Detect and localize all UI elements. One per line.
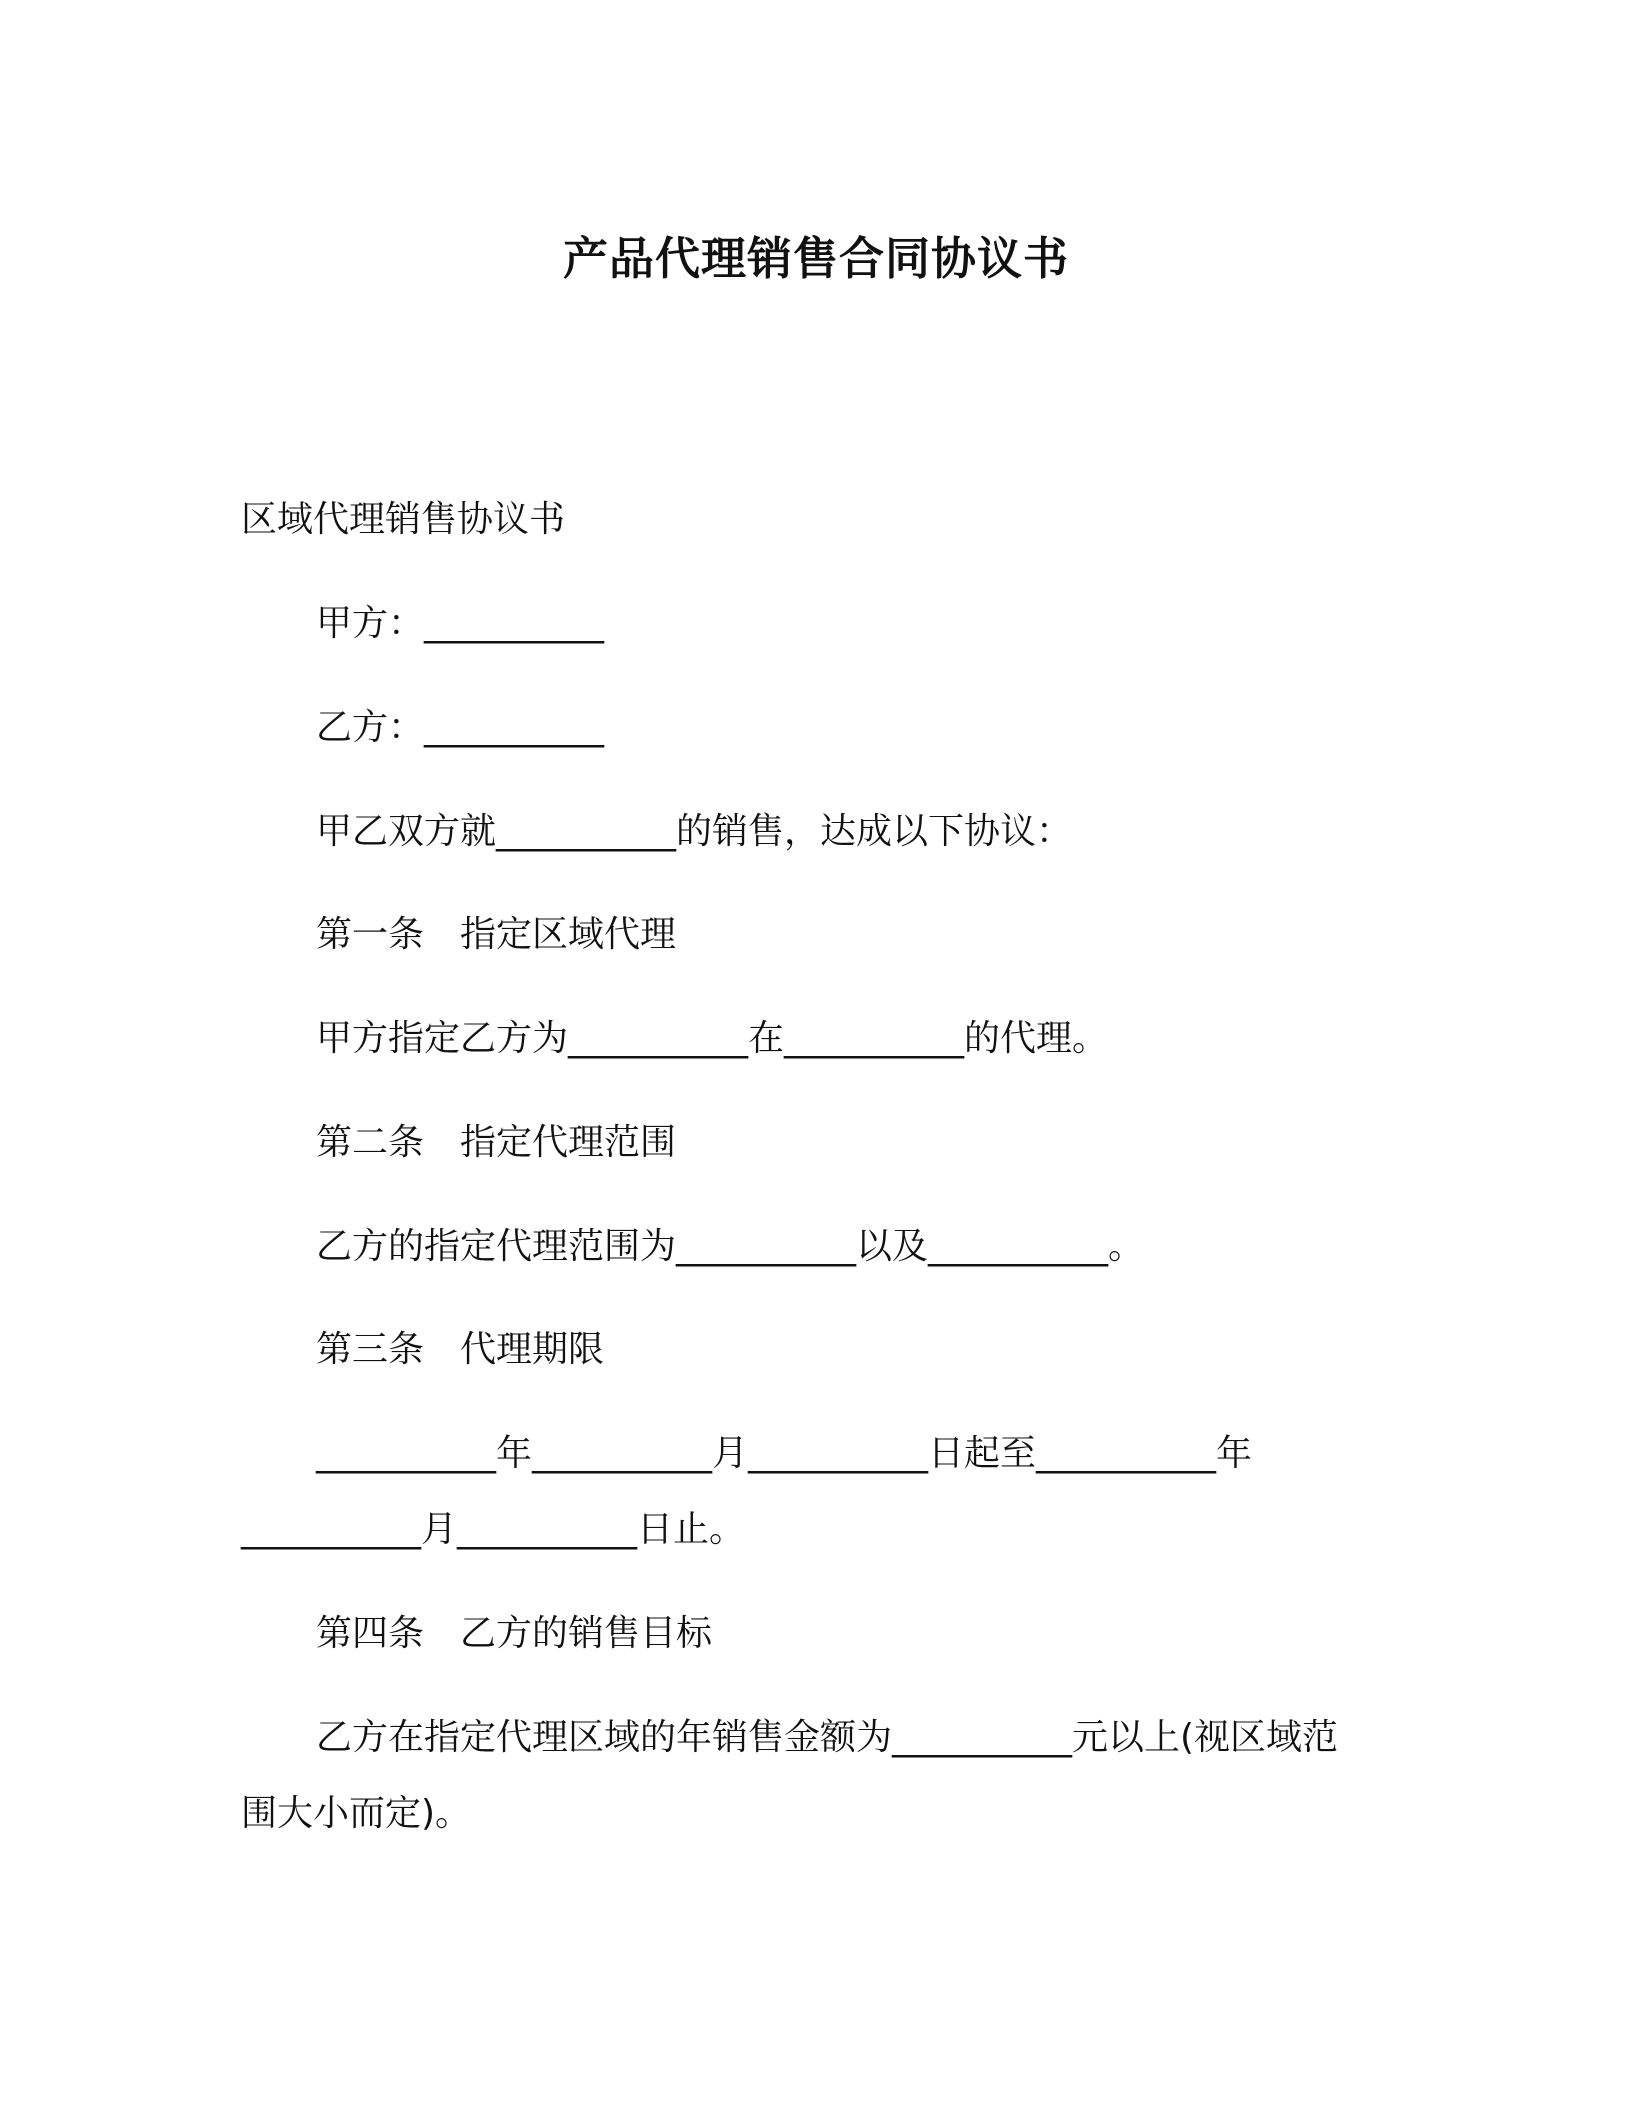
article-4-title: 乙方的销售目标 xyxy=(460,1613,713,1654)
party-a-line: 甲方：__________ xyxy=(316,603,605,644)
article-3-number: 第三条 xyxy=(316,1329,425,1370)
article-4-heading xyxy=(316,1612,712,1656)
article-2-body: 乙方的指定代理范围为__________以及__________。 xyxy=(316,1226,1145,1267)
article-3-body-line-1: __________年__________月__________日起至__________年 xyxy=(316,1433,1253,1474)
article-1-body: 甲方指定乙方为__________在__________的代理。 xyxy=(316,1018,1109,1059)
article-2-number: 第二条 xyxy=(316,1122,425,1163)
article-1-title: 指定区域代理 xyxy=(460,914,677,955)
article-3-body-line-2: __________月__________日止。 xyxy=(241,1509,746,1550)
article-1-heading xyxy=(316,913,676,957)
article-2-title: 指定代理范围 xyxy=(460,1122,677,1163)
article-4-body-line-2: 围大小而定)。 xyxy=(241,1793,472,1834)
article-3-heading xyxy=(316,1328,604,1372)
article-2-heading xyxy=(316,1121,676,1165)
article-3-title: 代理期限 xyxy=(460,1329,605,1370)
article-1-number: 第一条 xyxy=(316,914,425,955)
article-4-body-line-1: 乙方在指定代理区域的年销售金额为__________元以上(视区域范 xyxy=(316,1717,1339,1758)
agreement-intro: 甲乙双方就__________的销售，达成以下协议： xyxy=(316,811,1073,852)
document-title: 产品代理销售合同协议书 xyxy=(562,232,1069,285)
party-b-line: 乙方：__________ xyxy=(316,707,605,748)
subtitle: 区域代理销售协议书 xyxy=(241,499,566,540)
article-4-number: 第四条 xyxy=(316,1613,425,1654)
